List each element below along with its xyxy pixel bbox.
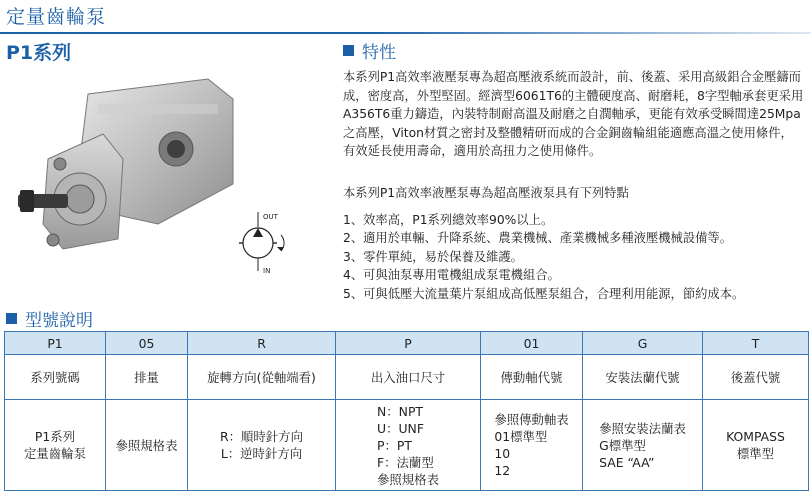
cell-line: N：NPT (377, 403, 423, 419)
rotation-detail-cell (188, 400, 336, 491)
label-cell: 系列號碼 (5, 355, 106, 400)
square-bullet-icon (6, 313, 17, 324)
cell-line: SAE “AA” (599, 454, 655, 470)
cell-line: P：PT (377, 437, 412, 453)
model-code-table (4, 331, 809, 491)
page-title: 定量齒輪泵 (6, 6, 107, 28)
cell-line: 12 (494, 463, 511, 478)
cell-line: 參照安裝法蘭表 (599, 420, 686, 436)
table-row-details (5, 400, 809, 491)
features-heading-label: 特性 (362, 43, 396, 63)
code-cell: R (188, 332, 336, 355)
header-divider (0, 32, 811, 34)
cell-line: P1系列 (34, 429, 76, 444)
cell-line: KOMPASS (726, 429, 785, 444)
feature-item: 5、可與低壓大流量葉片泵組成高低壓泵組合，合理利用能源，節約成本。 (343, 286, 745, 301)
code-cell: P1 (5, 332, 106, 355)
cell-line: R：順時針方向 (220, 429, 303, 444)
gear-pump-photo (18, 64, 248, 254)
table-row-labels (5, 355, 809, 400)
model-heading (6, 306, 93, 331)
label-cell: 安裝法蘭代號 (583, 355, 703, 400)
in-label: IN (263, 267, 271, 275)
code-cell: 05 (106, 332, 188, 355)
cell-line: 參照傳動軸表 (494, 412, 569, 427)
code-cell: T (703, 332, 809, 355)
cell-line: L：逆時針方向 (220, 446, 303, 461)
code-cell: 01 (481, 332, 583, 355)
label-cell: 傳動軸代號 (481, 355, 583, 400)
series-detail-cell (5, 400, 106, 491)
cell-line: G標準型 (599, 437, 646, 453)
shaft-detail-cell (481, 400, 583, 491)
features-list (343, 211, 744, 303)
label-cell: 排量 (106, 355, 188, 400)
code-cell: G (583, 332, 703, 355)
cell-line: 定量齒輪泵 (24, 446, 86, 461)
features-heading (343, 38, 396, 63)
feature-item: 3、零件單純，易於保養及維護。 (343, 249, 523, 264)
feature-item: 4、可與油泵專用電機組成泵電機組合。 (343, 268, 560, 283)
cell-line: 01標準型 (494, 429, 548, 444)
cell-line: U：UNF (377, 420, 424, 436)
table-row-codes (5, 332, 809, 355)
label-cell: 旋轉方向(從軸端看) (188, 355, 336, 400)
model-heading-label: 型號說明 (25, 311, 93, 331)
features-subtitle: 本系列P1高效率液壓泵專為超高壓液泵具有下列特點 (343, 186, 629, 200)
cell-line: F：法蘭型 (377, 454, 434, 470)
flange-detail-cell (583, 400, 703, 491)
feature-item: 1、效率高，P1系列總效率90%以上。 (343, 213, 554, 227)
port-detail-cell (336, 400, 481, 491)
cell-line: 10 (494, 446, 511, 461)
cell-line: 參照規格表 (377, 471, 439, 487)
pump-symbol-icon (236, 207, 296, 277)
label-cell: 出入油口尺寸 (336, 355, 481, 400)
cell-line: 標準型 (736, 446, 775, 461)
displacement-detail-cell: 參照規格表 (106, 400, 188, 491)
rear-cover-detail-cell (703, 400, 809, 491)
code-cell: P (336, 332, 481, 355)
label-cell: 後蓋代號 (703, 355, 809, 400)
out-label: OUT (263, 213, 278, 221)
features-paragraph: 本系列P1高效率液壓泵專為超高壓液系統而設計，前、後蓋、采用高級鋁合金壓鑄而成，密度高，外型堅固。經濟型6061T6的主體硬度高、耐磨耗，8字型軸承套更采用A356T6重力鑄造，內裝特制耐高溫及耐磨之自潤軸承，更能有效承受瞬間達25Mpa之高壓，Viton材質之密封及整體精研而成的合金銅齒輪組能適應高溫之使用條件，有效延長使用壽命，適用於高扭力之使用條件。 (343, 70, 804, 158)
series-title: P1系列 (6, 42, 72, 64)
feature-item: 2、適用於車輛、升降系統、農業機械、產業機械多種液壓機械設備等。 (343, 231, 733, 246)
square-bullet-icon (343, 45, 354, 56)
